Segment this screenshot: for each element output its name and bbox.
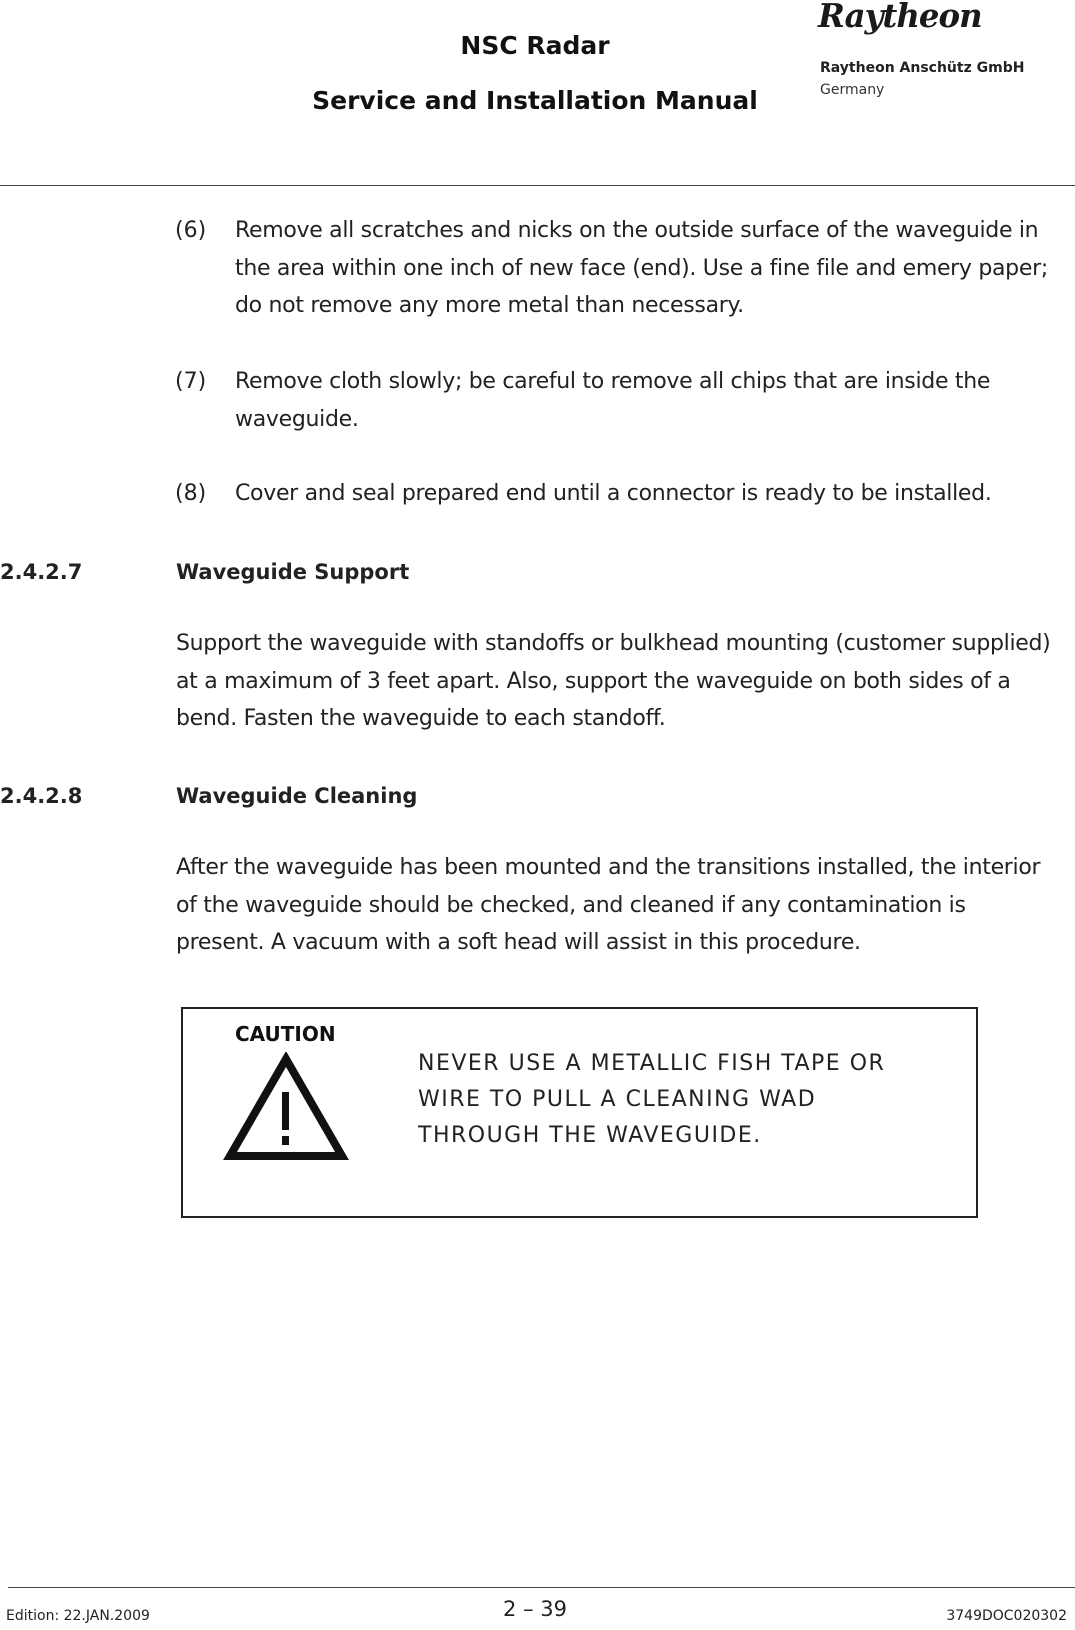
step-number: (8) (175, 481, 207, 506)
section-title: Waveguide Support (176, 560, 410, 584)
step-text (235, 363, 990, 438)
footer-divider (8, 1587, 1075, 1588)
section-number: 2.4.2.7 (0, 560, 83, 584)
section-title: Waveguide Cleaning (176, 784, 418, 808)
header-divider (0, 185, 1075, 186)
edition-date: Edition: 22.JAN.2009 (6, 1608, 150, 1624)
document-subtitle: Service and Installation Manual (312, 86, 758, 115)
body-line: bend. Fasten the waveguide to each standoff. (176, 706, 666, 731)
body-line: at a maximum of 3 feet apart. Also, support the waveguide on both sides of a (176, 668, 1011, 694)
caution-label: CAUTION (235, 1022, 336, 1046)
step-number: (7) (175, 369, 207, 394)
caution-line: WIRE TO PULL A CLEANING WAD (418, 1087, 817, 1112)
step-line: Remove cloth slowly; be careful to remove all chips that are inside the (235, 369, 991, 394)
warning-triangle-icon (223, 1052, 349, 1162)
caution-message (418, 1046, 885, 1154)
body-line: Support the waveguide with standoffs or bulkhead mounting (customer supplied) (176, 631, 1051, 656)
step-text (235, 475, 992, 513)
section-number: 2.4.2.8 (0, 784, 83, 808)
body-line: of the waveguide should be checked, and cleaned if any contamination is (176, 892, 966, 918)
body-line: present. A vacuum with a soft head will assist in this procedure. (176, 930, 861, 955)
step-line: the area within one inch of new face (end). Use a fine file and emery paper; (235, 255, 1048, 281)
step-line: Cover and seal prepared end until a connector is ready to be installed. (235, 481, 992, 506)
step-text (235, 212, 1048, 325)
page-number: 2 – 39 (503, 1597, 567, 1621)
step-line: do not remove any more metal than necessary. (235, 293, 744, 318)
section-body (176, 625, 1050, 738)
step-number: (6) (175, 218, 207, 243)
company-name: Raytheon Anschütz GmbH (820, 60, 1025, 76)
section-body (176, 849, 1040, 962)
step-line: waveguide. (235, 406, 359, 432)
caution-line: THROUGH THE WAVEGUIDE. (418, 1123, 762, 1148)
document-title: NSC Radar (460, 31, 610, 60)
company-country: Germany (820, 82, 885, 98)
document-number: 3749DOC020302 (946, 1608, 1067, 1624)
raytheon-logo: Raytheon (818, 0, 982, 35)
step-line: Remove all scratches and nicks on the outside surface of the waveguide in (235, 218, 1039, 243)
caution-line: NEVER USE A METALLIC FISH TAPE OR (418, 1051, 886, 1076)
body-line: After the waveguide has been mounted and the transitions installed, the interior (176, 855, 1041, 880)
